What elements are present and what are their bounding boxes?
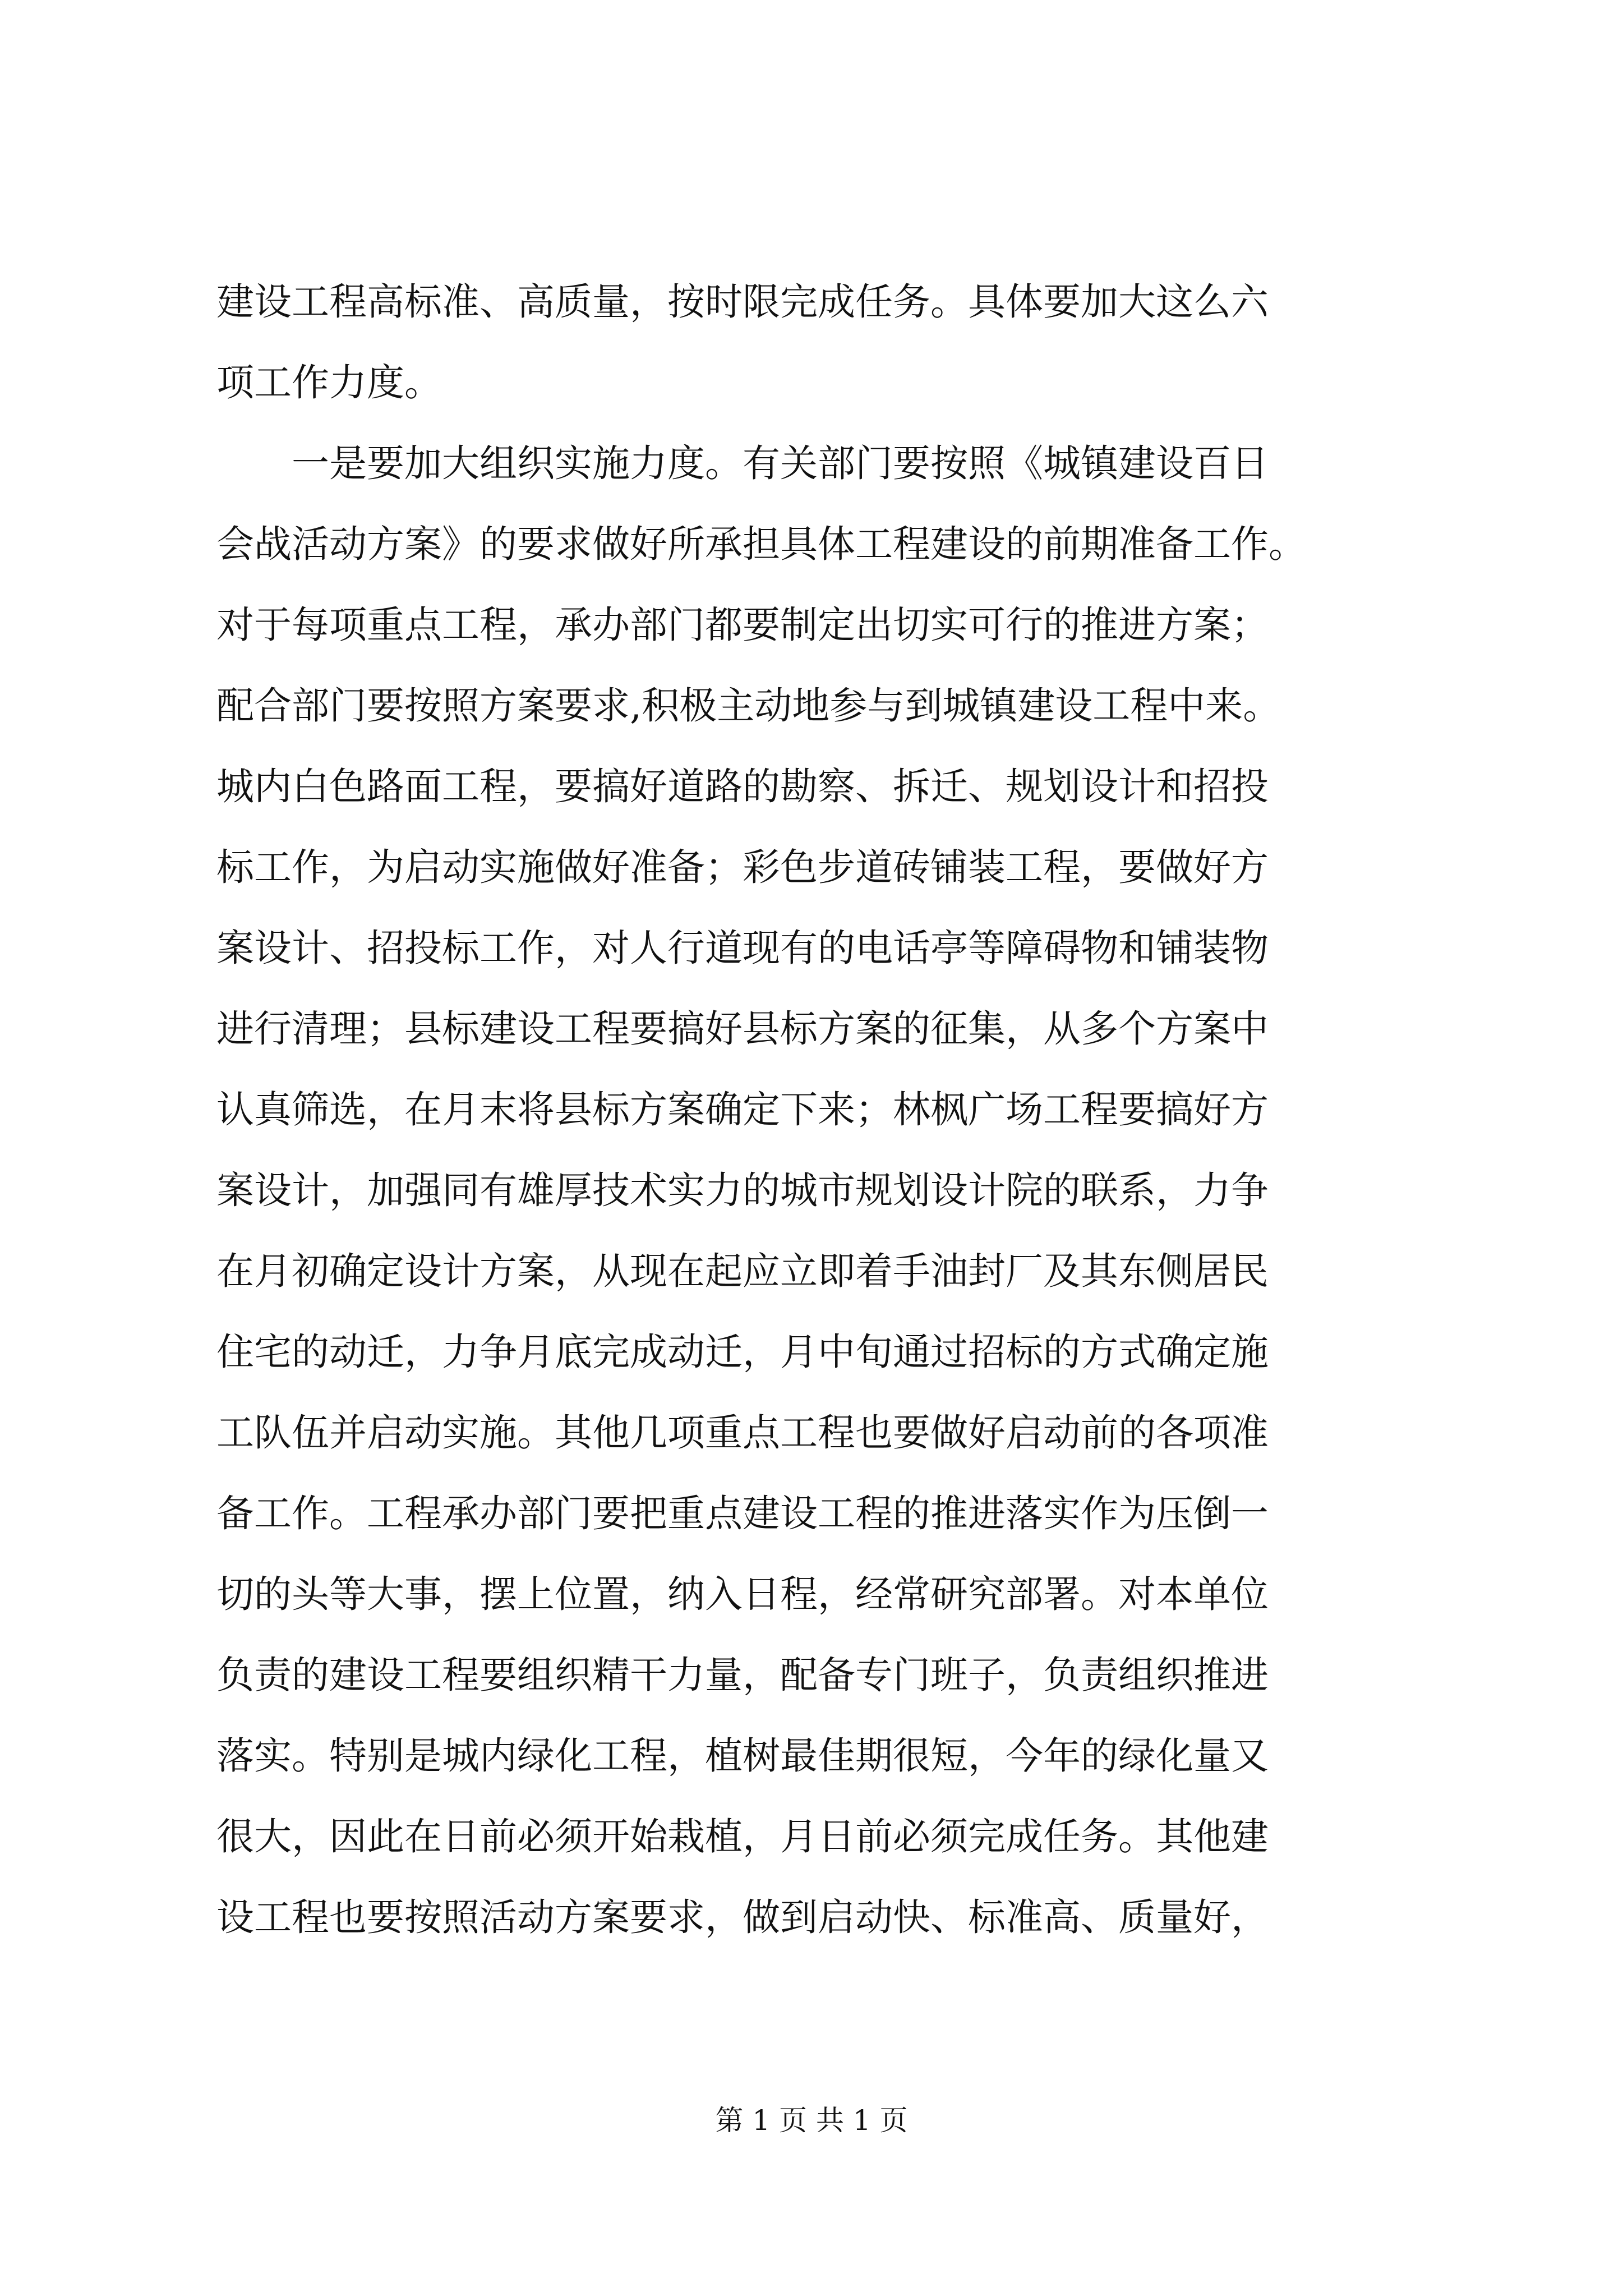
paragraph-first-line: 一是要加大组织实施力度。有关部门要按照《城镇建设百日 xyxy=(216,441,1269,485)
text-line: 很大，因此在日前必须开始栽植，月日前必须完成任务。其他建 xyxy=(216,1815,1269,1858)
text-line: 城内白色路面工程，要搞好道路的勘察、拆迁、规划设计和招投 xyxy=(216,765,1269,808)
text-line: 在月初确定设计方案，从现在起应立即着手油封厂及其东侧居民 xyxy=(216,1249,1269,1293)
text-line: 设工程也要按照活动方案要求，做到启动快、标准高、质量好， xyxy=(216,1895,1269,1939)
text-line: 标工作，为启动实施做好准备；彩色步道砖铺装工程，要做好方 xyxy=(216,845,1269,889)
text-line: 切的头等大事，摆上位置，纳入日程，经常研究部署。对本单位 xyxy=(216,1572,1269,1616)
document-body xyxy=(216,261,1422,1958)
text-line: 工队伍并启动实施。其他几项重点工程也要做好启动前的各项准 xyxy=(216,1411,1269,1455)
text-line: 对于每项重点工程，承办部门都要制定出切实可行的推进方案； xyxy=(216,603,1269,647)
text-line: 案设计、招投标工作，对人行道现有的电话亭等障碍物和铺装物 xyxy=(216,926,1269,970)
text-line: 会战活动方案》的要求做好所承担具体工程建设的前期准备工作。 xyxy=(216,522,1306,566)
page-footer: 第 1 页 共 1 页 xyxy=(715,2104,908,2137)
text-line: 住宅的动迁，力争月底完成动迁，月中旬通过招标的方式确定施 xyxy=(216,1330,1269,1374)
text-line: 案设计，加强同有雄厚技术实力的城市规划设计院的联系，力争 xyxy=(216,1168,1269,1212)
text-line: 备工作。工程承办部门要把重点建设工程的推进落实作为压倒一 xyxy=(216,1492,1269,1535)
text-line: 认真筛选，在月末将县标方案确定下来；林枫广场工程要搞好方 xyxy=(216,1088,1269,1131)
text-line: 建设工程高标准、高质量，按时限完成任务。具体要加大这么六 xyxy=(216,280,1269,324)
text-line: 落实。特别是城内绿化工程，植树最佳期很短，今年的绿化量又 xyxy=(216,1734,1269,1778)
text-line: 负责的建设工程要组织精干力量，配备专门班子，负责组织推进 xyxy=(216,1653,1269,1697)
text-line: 进行清理；县标建设工程要搞好县标方案的征集，从多个方案中 xyxy=(216,1007,1269,1051)
text-line: 配合部门要按照方案要求,积极主动地参与到城镇建设工程中来。 xyxy=(216,684,1281,728)
text-line: 项工作力度。 xyxy=(216,361,442,404)
